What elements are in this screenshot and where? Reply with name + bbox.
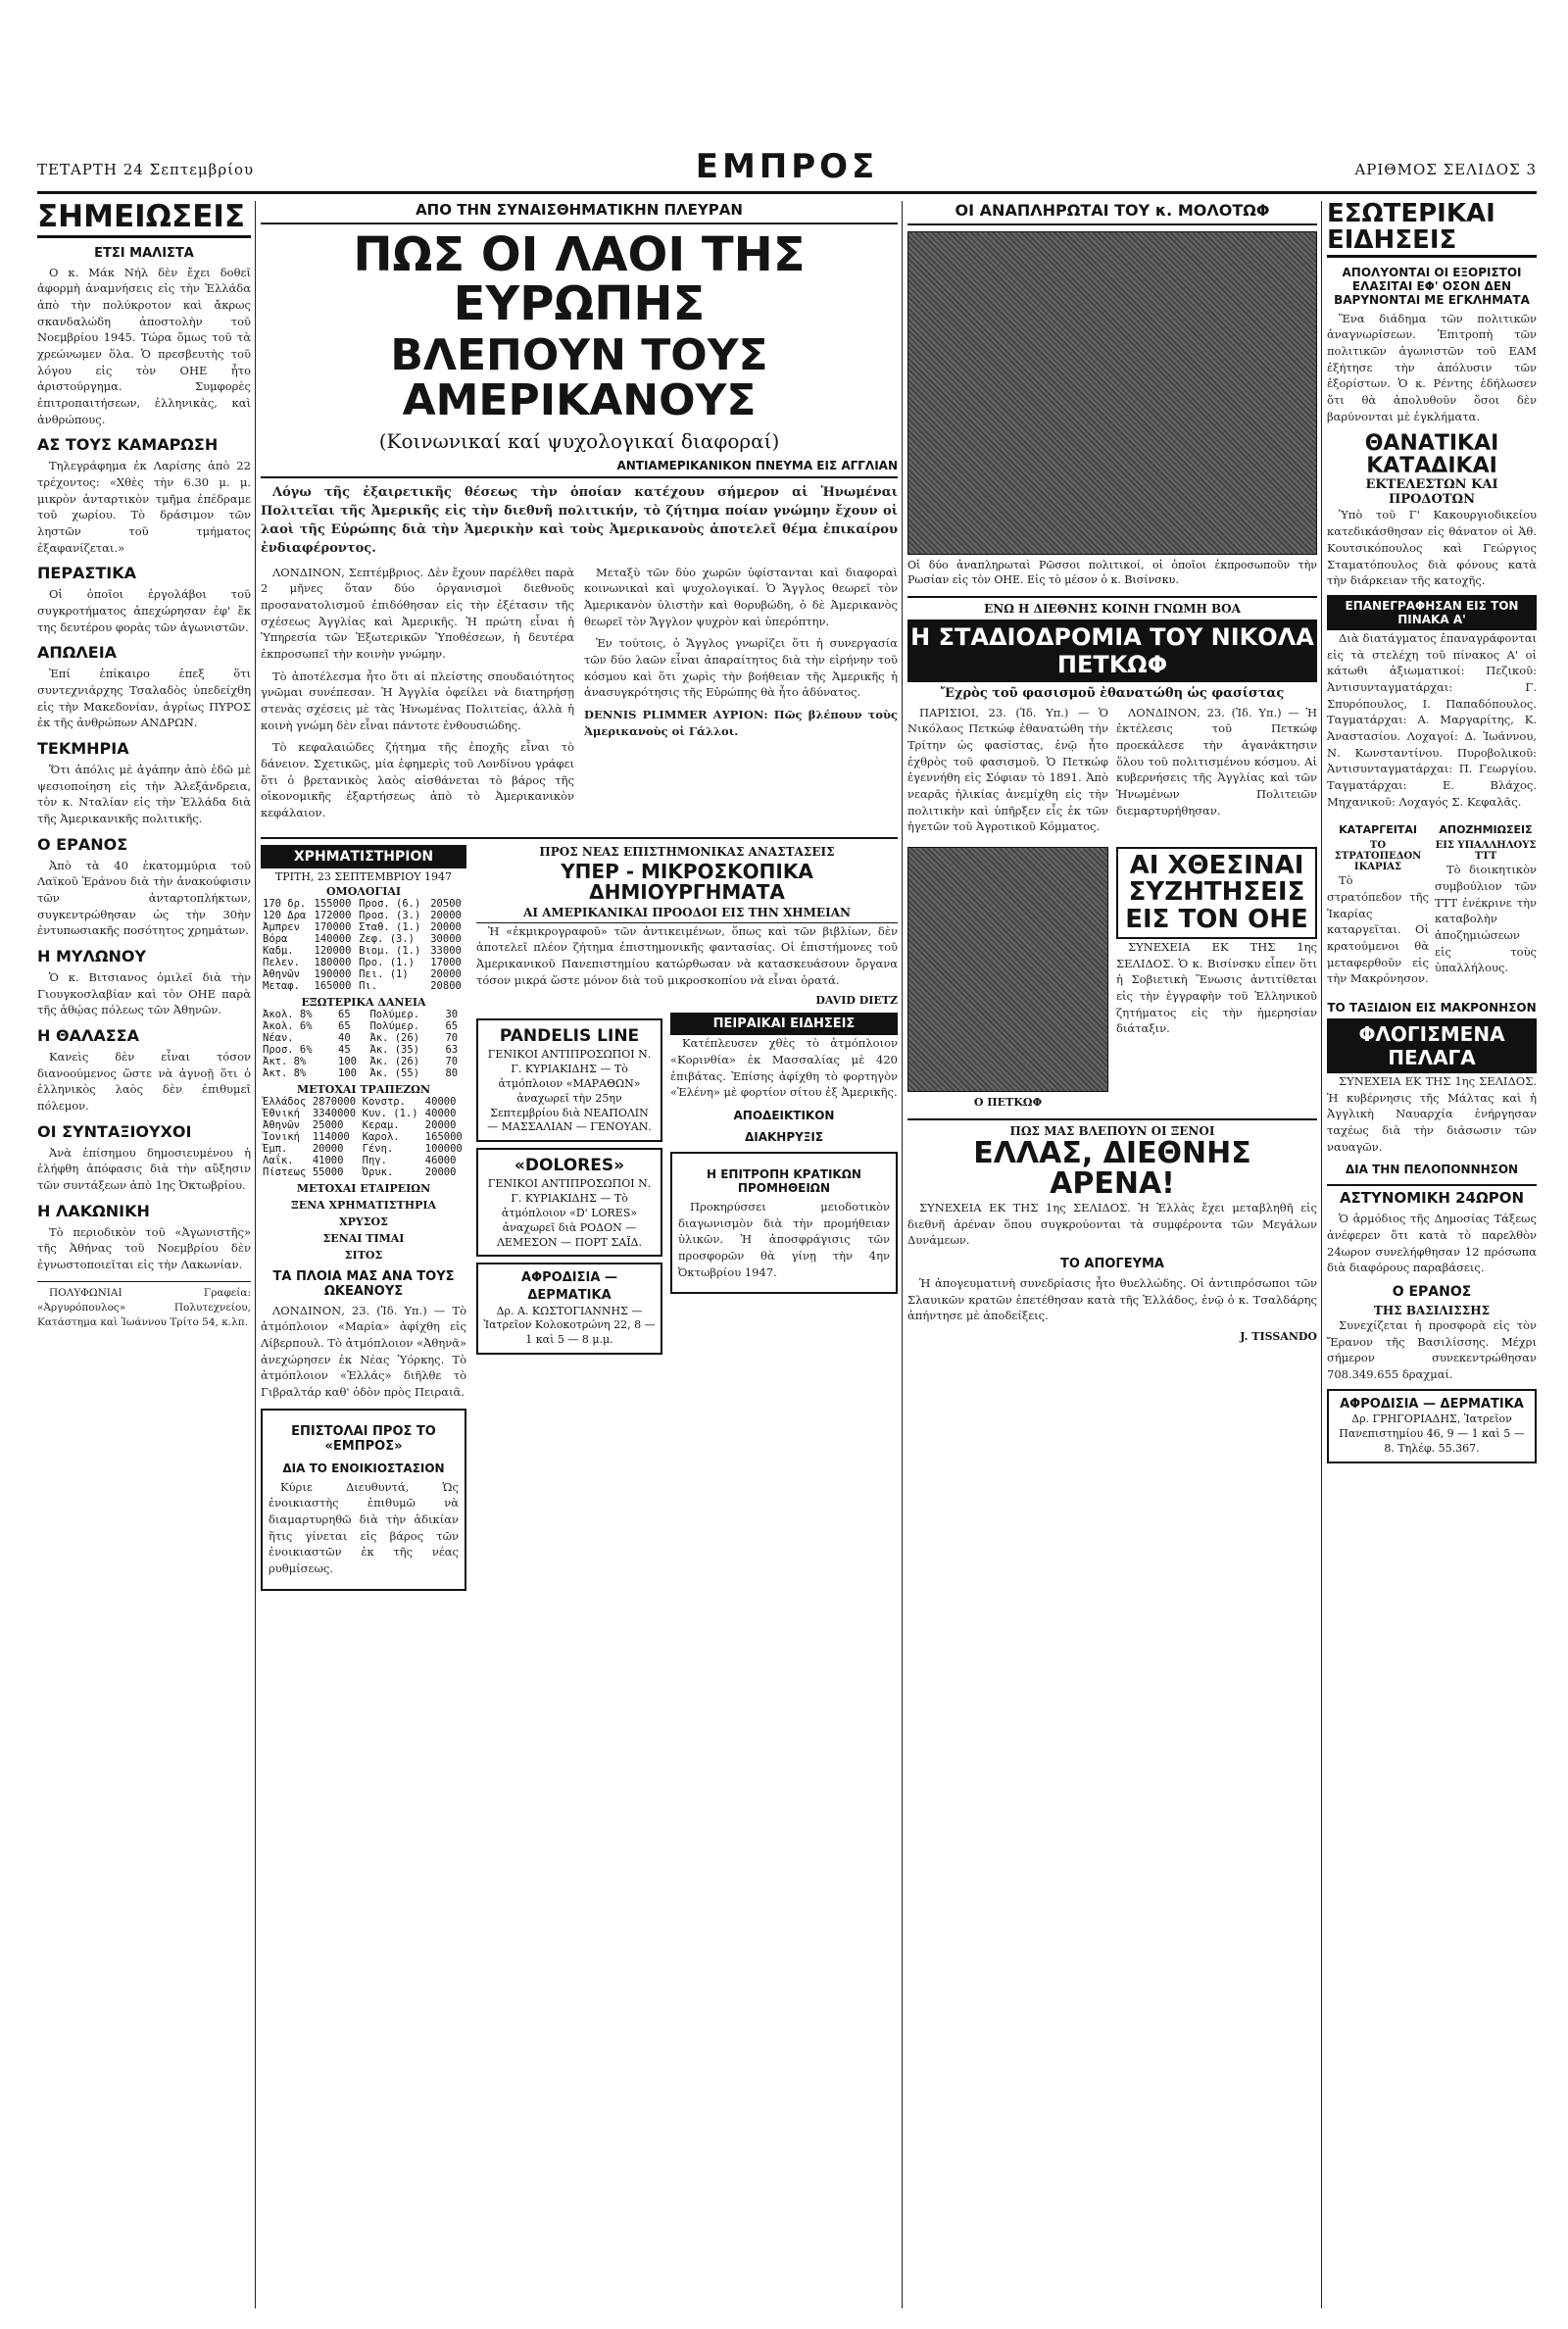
doctor-ad xyxy=(476,1263,662,1355)
table-cell: Πίστεως xyxy=(263,1165,307,1178)
table-cell: Πολύμερ. xyxy=(369,1008,420,1020)
table-cell: Ἀκολ. 6% xyxy=(263,1019,313,1032)
table-cell: Ἀκτ. 8% xyxy=(263,1055,307,1067)
table-cell: Προσ. (6.) xyxy=(359,897,421,910)
un-discussion xyxy=(1116,847,1317,1111)
lower-section xyxy=(261,837,898,1599)
ad-title: «DOLORES» xyxy=(514,1156,625,1176)
table-cell: Κυν. (1.) xyxy=(362,1107,418,1119)
table-row xyxy=(261,1131,466,1143)
table-cell: 2870000 xyxy=(312,1095,357,1108)
table-cell: 17000 xyxy=(430,956,462,968)
table-row xyxy=(261,910,466,921)
section-heading: ΤΟ ΑΠΟΓΕΥΜΑ xyxy=(1059,1256,1164,1271)
table-cell: Πελεν. xyxy=(263,956,300,968)
ad-text: Δρ. Α. ΚΩΣΤΟΓΙΑΝΝΗΣ — Ἰατρεῖον Κολοκοτρώνη 22, 8 — 1 καὶ 5 — 8 μ.μ. xyxy=(483,1304,656,1347)
section-subheading: ΕΚΤΕΛΕΣΤΩΝ ΚΑΙ ΠΡΟΔΟΤΩΝ xyxy=(1365,477,1498,508)
article-body: Διὰ διατάγματος ἐπαναγράφονται εἰς τὰ στελέχη τοῦ πίνακος Α' οἱ κάτωθι ἀξιωματικοί: Πεζικοῦ: Ἀντισυνταγματάρχαι: Γ. Σπυρόπουλος, Ι. Παπαδόπουλος. Ταγματάρχαι: Α. Μαργαρίτης, Κ. Ἀναστασίου. Λοχαγοί: Δ. Ἰωάννου, Ν. Κωνσταντίνου. Πυροβολικοῦ: Ἀντισυνταγματάρχαι: Π. Γεωργίου. Ταγματάρχαι: Ε. Βλάχος. Μηχανικοῦ: Λοχαγός Σ. Κεφαλᾶς. xyxy=(1327,630,1537,809)
article-body: Ἐπί ἐπίκαιρο ἐπεξ ὅτι συντεχνιάρχης Τσαλαδὸς ὑπεδείχθη εἰς τὴν Μακεδονίαν, ἀγρίως ΠΥΡΟΣ ἐκ τῆς ἀνθρώπων ΑΝΔΡΩΝ. xyxy=(37,667,251,730)
table-cell: Ζεφ. (3.) xyxy=(359,932,416,945)
section-heading: ΔΙΑ ΤΗΝ ΠΕΛΟΠΟΝΝΗΣΟΝ xyxy=(1345,1163,1519,1177)
table-cell: 155000 xyxy=(314,897,352,910)
article-body: ΣΥΝΕΧΕΙΑ ΕΚ ΤΗΣ 1ης ΣΕΛΙΔΟΣ. Ὁ κ. Βισίνσκυ εἶπεν ὅτι ἡ Σοβιετικὴ Ἕνωσις ἀντιτίθεται εἰς τὴν ἐγγραφὴν τοῦ Ἑλληνικοῦ ζητήματος εἰς τὴν ἡμερησίαν διάταξιν. xyxy=(1116,939,1317,1036)
column-rule xyxy=(255,201,256,2308)
table-cell: Ἐθνική xyxy=(263,1107,300,1119)
section-subheading: ΤΗΣ ΒΑΣΙΛΙΣΣΗΣ xyxy=(1373,1303,1491,1317)
article-body: Ὁ ἀρμόδιος τῆς Δημοσίας Τάξεως ἀνέφερεν ὅτι κατὰ τὸ παρελθὸν 24ωρον συνελήφθησαν 12 πρόσωπα διὰ διαφόρους παραβάσεις. xyxy=(1327,1212,1537,1275)
article-body: Ἕνα διάδημα τῶν πολιτικῶν ἀναγνωρίσεων. Ἐπιτροπὴ τῶν πολιτικῶν ἀγωνιστῶν τοῦ ΕΑΜ ἐξήτησε τὴν ἀπόλυσιν τῶν ἐξορίστων. Ὁ κ. Ρέντης ἐδήλωσεν ὅτι θὰ ἀπολυθοῦν ὅσοι δὲν βαρύνονται μὲ ἐγκλήματα. xyxy=(1327,311,1537,423)
table-cell: Νέαν. xyxy=(263,1031,294,1044)
article-body: Οἱ ὁποῖοι ἐργολάβοι τοῦ συγκροτήματος ἀπεχώρησαν ἐφ' ἔκ της δευτέρου φορὰς τῶν ἀγωνιστῶν. xyxy=(37,587,251,634)
article-body: Ἀνὰ ἐπίσημου δημοσιευμένου ἡ ἐλήφθη ἀπόφασις διὰ τὴν αὔξησιν τῶν συντάξεων ἀπὸ 1ης Ὀκτωβρίου. xyxy=(37,1145,251,1193)
petkov-banner: Η ΣΤΑΔΙΟΔΡΟΜΙΑ ΤΟΥ ΝΙΚΟΛΑ ΠΕΤΚΩΦ xyxy=(907,619,1317,682)
table-cell: 20000 xyxy=(312,1142,344,1155)
table-cell: 20000 xyxy=(430,909,462,921)
market-date: ΤΡΙΤΗ, 23 ΣΕΠΤΕΜΒΡΙΟΥ 1947 xyxy=(274,869,453,883)
byline: DENNIS PLIMMER ΑΥΡΙΟΝ: Πῶς βλέπουν τοὺς Ἀμερικανοὺς οἱ Γάλλοι. xyxy=(584,707,898,738)
newspaper-title: ΕΜΠΡΟΣ xyxy=(695,147,879,186)
table-cell: 20000 xyxy=(424,1165,457,1178)
piraeus-news xyxy=(670,1013,898,1361)
table-row xyxy=(261,1119,466,1131)
article-body: Συνεχίζεται ἡ προσφορὰ εἰς τὸν Ἔρανον τῆς Βασιλίσσης. Μέχρι σήμερον συνεκεντρώθησαν 708.349.655 δραχμαί. xyxy=(1327,1317,1537,1381)
table-cell: 20000 xyxy=(424,1118,457,1131)
table-row xyxy=(261,1096,466,1108)
table-cell: Ἀκολ. 8% xyxy=(263,1008,313,1020)
table-cell: Ἀκ. (55) xyxy=(369,1066,420,1079)
article-body: ΛΟΝΔΙΝΟΝ, 23. (Ἰδ. Υπ.) — Ἡ ἐκτέλεσις τοῦ Πετκώφ προεκάλεσε τὴν ἀγανάκτησιν ὅλου τοῦ πολιτισμένου κόσμου. Αἱ κυβερνήσεις τῆς Ἀγγλίας καὶ τῶν Ἡνωμένων Πολιτειῶν διεμαρτυρήθησαν. xyxy=(1116,705,1317,818)
table-cell: Προσ. (3.) xyxy=(359,909,421,921)
piraeus-title: ΠΕΙΡΑΙΚΑΙ ΕΙΔΗΣΕΙΣ xyxy=(670,1013,898,1035)
science-title: ΥΠΕΡ - ΜΙΚΡΟΣΚΟΠΙΚΑ ΔΗΜΙΟΥΡΓΗΜΑΤΑ xyxy=(561,859,813,904)
notes-title: ΣΗΜΕΙΩΣΕΙΣ xyxy=(37,201,251,238)
news-item xyxy=(1327,816,1429,993)
byline: DAVID DIETZ xyxy=(815,994,898,1008)
table-row xyxy=(261,933,466,945)
ad-title: ΑΦΡΟΔΙΣΙΑ — ΔΕΡΜΑΤΙΚΑ xyxy=(521,1270,617,1303)
table-cell: 180000 xyxy=(314,956,352,968)
table-cell: Βόρα xyxy=(263,932,288,945)
table-cell: 30000 xyxy=(430,932,462,945)
table-cell: 80 xyxy=(445,1066,459,1079)
table-cell: Ἀθηνῶν xyxy=(263,967,300,980)
table-cell: 33000 xyxy=(430,944,462,957)
ad-title: PANDELIS LINE xyxy=(499,1026,640,1047)
column-rule xyxy=(1321,201,1322,2308)
table-cell: 165000 xyxy=(314,979,352,992)
letters-heading: ΔΙΑ ΤΟ ΕΝΟΙΚΙΟΣΤΑΣΙΟΝ xyxy=(282,1461,445,1475)
section-subheading: ΕΙΣ ΥΠΑΛΛΗΛΟΥΣ ΤΤΤ xyxy=(1435,840,1537,863)
table-row xyxy=(261,957,466,968)
table-row xyxy=(261,980,466,992)
molotov-column xyxy=(907,201,1317,2308)
table-row xyxy=(261,1056,466,1067)
table-cell: Ἀκ. (26) xyxy=(369,1031,420,1044)
market-subsection: ΣΕΝΑΙ ΤΙΜΑΙ xyxy=(322,1231,405,1245)
notice-heading: ΔΙΑΚΗΡΥΞΙΣ xyxy=(744,1129,824,1144)
issue-date: ΤΕΤΑΡΤΗ 24 Σεπτεμβρίου xyxy=(37,161,255,178)
table-cell: 120 Δρα xyxy=(263,909,307,921)
market-table xyxy=(261,1009,466,1079)
photo-caption: Ο ΠΕΤΚΩΦ xyxy=(973,1096,1043,1110)
article-body: Ὁ κ. Βιτσιανος ὁμιλεῖ διὰ τὴν Γιουγκοσλαβίαν καὶ τὸν ΟΗΕ παρὰ τῆς ἀθῴας πόλεως τῶν Ἀθηνῶν. xyxy=(37,970,251,1017)
table-cell: Καρολ. xyxy=(362,1130,400,1143)
domestic-news-column xyxy=(1327,201,1537,2308)
section-heading: ΠΕΡΑΣΤΙΚΑ xyxy=(37,564,137,583)
petkov-article xyxy=(907,705,1317,841)
table-cell: 25000 xyxy=(312,1118,344,1131)
table-cell: 100 xyxy=(338,1055,357,1067)
petkov-photo xyxy=(907,847,1108,1092)
section-heading: Η ΛΑΚΩΝΙΚΗ xyxy=(37,1201,150,1220)
shipping-ad xyxy=(476,1148,662,1257)
table-cell: Ἀμπρεν xyxy=(263,920,300,933)
table-cell: 40000 xyxy=(424,1107,457,1119)
section-heading: ΑΠΩΛΕΙΑ xyxy=(37,643,118,663)
market-table xyxy=(261,898,466,992)
table-cell: 190000 xyxy=(314,967,352,980)
table-cell: Βιομ. (1.) xyxy=(359,944,421,957)
table-cell: 170000 xyxy=(314,920,352,933)
table-cell: 100000 xyxy=(424,1142,463,1155)
un-headline: ΑΙ ΧΘΕΣΙΝΑΙ ΣΥΖΗΤΗΣΕΙΣ ΕΙΣ ΤΟΝ ΟΗΕ xyxy=(1116,847,1317,939)
table-cell: Σταθ. (1.) xyxy=(359,920,421,933)
section-heading: ΑΠΟΖΗΜΙΩΣΕΙΣ xyxy=(1439,823,1533,837)
table-cell: 41000 xyxy=(312,1154,344,1166)
section-subheading: ΤΟ ΣΤΡΑΤΟΠΕΔΟΝ ΙΚΑΡΙΑΣ xyxy=(1334,840,1422,873)
science-subtitle: ΑΙ ΑΜΕΡΙΚΑΝΙΚΑΙ ΠΡΟΟΔΟΙ ΕΙΣ ΤΗΝ ΧΗΜΕΙΑΝ xyxy=(476,906,898,923)
table-cell: Ἀκ. (35) xyxy=(369,1043,420,1056)
table-cell: 40 xyxy=(338,1031,351,1044)
market-title: ΧΡΗΜΑΤΙΣΤΗΡΙΟΝ xyxy=(261,845,466,868)
section-kicker: ΠΩΣ ΜΑΣ ΒΛΕΠΟΥΝ ΟΙ ΞΕΝΟΙ xyxy=(907,1118,1317,1138)
photo-wrapper xyxy=(907,847,1108,1111)
article-body: Ἀπὸ τὰ 40 ἑκατομμύρια τοῦ Λαϊκοῦ Ἐράνου διὰ τὴν ἀνακούφισιν τῶν ἀνταρτοπλήκτων, συγκεντρώθησαν ὡς τὴν 30ὴν ἐντυπωσιακῆς ποσότητος χρημάτων. xyxy=(37,858,251,938)
stock-market-section xyxy=(261,845,466,1599)
article-body: Ἡ ἀπογευματινὴ συνεδρίασις ἦτο θυελλώδης. Οἱ ἀντιπρόσωποι τῶν Σλαυικῶν κρατῶν ἐπετέθησαν κατὰ τῆς Ἑλλάδος, ἐνῷ ὁ κ. Τσαλδάρης ἀπήντησε μὲ ἀποδείξεις. xyxy=(907,1275,1317,1323)
table-row xyxy=(261,945,466,957)
article-body: Τὸ διοικητικὸν συμβούλιον τῶν ΤΤΤ ἐνέκρινε τὴν καταβολὴν ἀποζημιώσεων εἰς τοὺς ὑπαλλήλους. xyxy=(1435,863,1537,975)
article-body: Τὸ περιοδικὸν τοῦ «Ἀγωνιστῆς» τῆς Ἀθήνας τοῦ Νοεμβρίου δὲν ἐγνωστοποιεῖται εἰς τὴν Λακωνίαν. xyxy=(37,1224,251,1272)
section-heading: ΚΑΤΑΡΓΕΙΤΑΙ xyxy=(1339,823,1417,837)
page-number: ΑΡΙΘΜΟΣ ΣΕΛΙΔΟΣ 3 xyxy=(1354,161,1537,178)
table-cell: 100 xyxy=(338,1066,357,1079)
feature-headline: ΠΩΣ ΟΙ ΛΑΟΙ ΤΗΣ ΕΥΡΩΠΗΣ xyxy=(353,227,806,332)
market-subsection: ΞΕΝΑ ΧΡΗΜΑΤΙΣΤΗΡΙΑ xyxy=(290,1198,437,1212)
section-heading: Ο ΕΡΑΝΟΣ xyxy=(37,834,128,854)
section-heading: Η ΘΑΛΑΣΣΑ xyxy=(37,1026,139,1046)
table-cell: 63 xyxy=(445,1043,459,1056)
shipping-ad xyxy=(476,1018,662,1142)
byline: J. TISSANDO xyxy=(1240,1329,1317,1343)
section-kicker: ΕΝΩ Η ΔΙΕΘΝΗΣ ΚΟΙΝΗ ΓΝΩΜΗ ΒΟΑ xyxy=(907,596,1317,616)
article-body: Ἡ «ἐκμικρογραφοῦ» τῶν ἀντικειμένων, ὅπως καὶ τῶν βιβλίων, δὲν ἀποτελεῖ πλέον ζήτημα ἐπιστημονικῆς φαντασίας. Οἱ ἐπιστήμονες τοῦ Ἀμερικανικοῦ Πανεπιστημίου κατώρθωσαν νὰ κατασκευάσουν ὄργανα τόσον μικρά ὥστε μόνον διὰ τοῦ μικροσκοπίου νὰ εἶναι ὁρατά. xyxy=(476,923,898,987)
table-row xyxy=(261,921,466,933)
table-row xyxy=(261,1143,466,1155)
table-row xyxy=(261,1009,466,1020)
feature-headline-2: ΒΛΕΠΟΥΝ ΤΟΥΣ ΑΜΕΡΙΚΑΝΟΥΣ xyxy=(390,329,768,425)
table-cell: Πι. xyxy=(359,979,378,992)
table-cell: Πηγ. xyxy=(362,1154,387,1166)
article-body: ΣΥΝΕΧΕΙΑ ΕΚ ΤΗΣ 1ης ΣΕΛΙΔΟΣ. Ἡ κυβέρνησις τῆς Μάλτας καὶ ἡ Ἀγγλικὴ Ναυαρχία ἐνήργησαν ταχέως διὰ τὴν διάσωσιν τῶν ναυαγῶν. xyxy=(1327,1073,1537,1154)
section-heading: ΑΣΤΥΝΟΜΙΚΗ 24ΩΡΟΝ xyxy=(1327,1184,1537,1207)
section-heading: ΟΙ ΣΥΝΤΑΞΙΟΥΧΟΙ xyxy=(37,1121,192,1141)
table-cell: 65 xyxy=(445,1019,459,1032)
footer-note: ΠΟΛΥΦΩΝΙΑΙ Γραφεία: «Ἀργυρόπουλος» Πολυτεχνείου, Κατάστημα καὶ Ἰωάννου Τρίτο 54, κ.λπ. xyxy=(37,1281,251,1331)
table-cell: Προσ. 6% xyxy=(263,1043,313,1056)
letters-box xyxy=(261,1409,466,1591)
notice-heading: ΑΠΟΔΕΙΚΤΙΚΟΝ xyxy=(733,1108,835,1122)
article-body: ΛΟΝΔΙΝΟΝ, Σεπτέμβριος. Δὲν ἔχουν παρέλθει παρὰ 2 μῆνες ὅταν δύο ὀργανισμοὶ διεθνοῦς προσανατολισμοῦ ἐπιδόθησαν εἰς τὴν ἐξέτασιν τῆς σχέσεως Ἀγγλίας καὶ Ἀμερικῆς. Ἡ πρώτη εἶναι ἡ Ὑπηρεσία τῶν Ἐξωτερικῶν Ὑποθέσεων, ἡ δευτέρα ἐκπροσωπεῖ τὴν κοινὴν γνώμην. Τὸ ἀποτέλεσμα ἦτο ὅτι αἱ πλείστης σπουδαιότητος γνῶμαι συνέπεσαν. Ἡ Ἀγγλία ὀφείλει νὰ διατηρήσῃ στενὰς σχέσεις μὲ τὰς Ἡνωμένας Πολιτείας, ἀλλὰ ἡ κοινὴ γνώμη δὲν εἶναι πάντοτε ἐνθουσιώδης. Τὸ κεφαλαιώδες ζήτημα τῆς ἐποχῆς εἶναι τὸ δάνειον. Σχετικῶς, μία ἐφημερὶς τοῦ Λονδίνου γράφει ὅτι ὁ βρετανικὸς λαὸς αἰσθάνεται τὸ βάρος τῆς οἰκονομικῆς ἐξαρτήσεως ἀπὸ τὸ Ἀμερικανικὸν κεφάλαιον. xyxy=(261,565,574,819)
petkov-photo-block xyxy=(907,847,1317,1111)
section-heading: ΑΣ ΤΟΥΣ ΚΑΜΑΡΩΣΗ xyxy=(37,435,219,455)
science-kicker: ΠΡΟΣ ΝΕΑΣ ΕΠΙΣΤΗΜΟΝΙΚΑΣ ΑΝΑΣΤΑΣΕΙΣ xyxy=(539,844,835,859)
table-cell: 20000 xyxy=(430,967,462,980)
article-body: Προκηρύσσει μειοδοτικὸν διαγωνισμὸν διὰ τὴν προμήθειαν ὑλικῶν. Ἡ ἀποσφράγισις τῶν προσφορῶν θὰ γίνῃ τὴν 4ην Ὀκτωβρίου 1947. xyxy=(678,1199,890,1279)
article-body: ΣΥΝΕΧΕΙΑ ΕΚ ΤΗΣ 1ης ΣΕΛΙΔΟΣ. Ἡ Ἑλλὰς ἔχει μεταβληθῆ εἰς διεθνῆ ἀρέναν ὅπου συγκρούονται τὰ συμφέροντα τῶν Μεγάλων Δυνάμεων. xyxy=(907,1200,1317,1248)
table-cell: 40000 xyxy=(424,1095,457,1108)
section-heading: ΕΠΑΝΕΓΡΑΦΗΣΑΝ ΕΙΣ ΤΟΝ ΠΙΝΑΚΑ Α' xyxy=(1327,595,1537,630)
section-heading: ΦΛΟΓΙΣΜΕΝΑ ΠΕΛΑΓΑ xyxy=(1327,1018,1537,1073)
ads-and-news xyxy=(476,1013,898,1361)
ad-text: Δρ. ΓΡΗΓΟΡΙΑΔΗΣ, Ἰατρεῖον Πανεπιστημίου 46, 9 — 1 καὶ 5 — 8. Τηλέφ. 55.367. xyxy=(1339,1412,1525,1455)
section-heading: ΤΟ ΤΑΞΙΔΙΟΝ ΕΙΣ ΜΑΚΡΟΝΗΣΟΝ xyxy=(1327,1000,1537,1015)
section-subheading: Ἔχρὸς τοῦ φασισμοῦ ἐθανατώθη ὡς φασίστας xyxy=(940,685,1285,701)
section-heading: ΘΑΝΑΤΙΚΑΙ ΚΑΤΑΔΙΚΑΙ xyxy=(1364,431,1499,479)
article-body: ΛΟΝΔΙΝΟΝ, 23. (Ἰδ. Υπ.) — Τὸ ἀτμόπλοιον «Μαρία» ἀφίχθη εἰς Λίβερπουλ. Τὸ ἀτμόπλοιον «Ἀθηνᾶ» ἀνεχώρησεν ἐκ Νέας Ὑόρκης. Τὸ ἀτμόπλοιον «Ἑλλάς» διῆλθε τὸ Γιβραλτάρ καθ' ὁδὸν πρὸς Πειραιᾶ. xyxy=(261,1303,466,1399)
feature-columns xyxy=(261,565,898,827)
article-body: Ὑπὸ τοῦ Γ' Κακουργιοδικείου κατεδικάσθησαν εἰς θάνατον οἱ Ἀθ. Κουτσικόπουλος καὶ Γεώργιος Σταματόπουλος διὰ φόνους κατὰ τὴν διάρκειαν τῆς κατοχῆς. xyxy=(1327,508,1537,588)
greece-headline: ΕΛΛΑΣ, ΔΙΕΘΝΗΣ ΑΡΕΝΑ! xyxy=(973,1135,1251,1202)
section-heading: ΤΕΚΜΗΡΙΑ xyxy=(37,739,129,758)
shipping-heading: ΤΑ ΠΛΟΙΑ ΜΑΣ ΑΝΑ ΤΟΥΣ ΩΚΕΑΝΟΥΣ xyxy=(272,1268,455,1299)
table-cell: 140000 xyxy=(314,932,352,945)
market-subsection: ΕΞΩΤΕΡΙΚΑ ΔΑΝΕΙΑ xyxy=(301,995,426,1009)
table-cell: 45 xyxy=(338,1043,351,1056)
table-cell: 170 δρ. xyxy=(263,897,307,910)
table-row xyxy=(261,1044,466,1056)
table-row xyxy=(261,1155,466,1166)
table-row xyxy=(261,968,466,980)
article-body: Τηλεγράφημα ἐκ Λαρίσης ἀπὸ 22 τρέχοντος: «Χθὲς τὴν 6.30 μ. μ. μικρὸν ἀνταρτικὸν τμῆμα ἐπέδραμε τοῦ χωρίου. Τὸ δράσιμον τῶν ληστῶν τοῦ τμήματος ἐξαφανίζεται.» xyxy=(37,459,251,555)
article-body: Κανεὶς δὲν εἶναι τόσον διανοούμενος ὥστε νὰ ἀγνοῇ ὅτι ὁ ἑλληνικὸς λαὸς δὲν ἐπιθυμεῖ πόλεμον. xyxy=(37,1050,251,1114)
table-cell: Ἀκ. (26) xyxy=(369,1055,420,1067)
section-heading: ΟΙ ΑΝΑΠΛΗΡΩΤΑΙ ΤΟΥ κ. ΜΟΛΟΤΩΦ xyxy=(907,201,1317,225)
table-cell: Ἀθηνῶν xyxy=(263,1118,300,1131)
market-subsection: ΟΜΟΛΟΓΙΑΙ xyxy=(325,884,402,898)
market-subsection: ΧΡΥΣΟΣ xyxy=(339,1214,388,1228)
table-cell: 70 xyxy=(445,1055,459,1067)
ad-text: ΓΕΝΙΚΟΙ ΑΝΤΙΠΡΟΣΩΠΟΙ Ν. Γ. ΚΥΡΙΑΚΙΔΗΣ — Τὸ ἀτμόπλοιον «ΜΑΡΑΘΩΝ» ἀναχωρεῖ τὴν 25ην Σεπτεμβρίου διὰ ΝΕΑΠΟΛΙΝ — ΜΑΣΣΑΛΙΑΝ — ΓΕΝΟΥΑΝ. xyxy=(487,1048,652,1134)
feature-subhead: (Κοινωνικαί καί ψυχολογικαί διαφοραί) xyxy=(378,429,780,454)
table-cell: 30 xyxy=(445,1008,459,1020)
table-row xyxy=(261,898,466,910)
section-heading: Ο ΕΡΑΝΟΣ xyxy=(1392,1283,1472,1300)
article-body: Ὅτι ἀπόλις μὲ ἀγάπην ἀπὸ ἐδῶ μὲ ψεσιοποίηση εἰς τὴν Ἀλεξάνδρεια, τὸν κ. Νταλίαν εἰς τὴν Ἑλλάδα διὰ τῆς Ἀμερικανικῆς πολιτικῆς. xyxy=(37,763,251,826)
table-cell: Ὀρυκ. xyxy=(362,1165,394,1178)
table-cell: Κονστρ. xyxy=(362,1095,406,1108)
table-cell: Ἑλλάδος xyxy=(263,1095,307,1108)
science-section xyxy=(476,845,898,1599)
table-cell: Καδμ. xyxy=(263,944,294,957)
market-subsection: ΣΙΤΟΣ xyxy=(344,1248,383,1262)
notes-column xyxy=(37,201,251,2308)
section-heading: ΑΝΤΙΑΜΕΡΙΚΑΝΙΚΟΝ ΠΝΕΥΜΑ ΕΙΣ ΑΓΓΛΙΑΝ xyxy=(261,459,898,478)
table-cell: Ἀκτ. 8% xyxy=(263,1066,307,1079)
table-cell: 20800 xyxy=(430,979,462,992)
committee-notice xyxy=(670,1152,898,1294)
table-cell: 20000 xyxy=(430,920,462,933)
table-cell: Γένη. xyxy=(362,1142,394,1155)
table-row xyxy=(261,1166,466,1178)
doctor-ad xyxy=(1327,1389,1537,1463)
table-cell: Ἱονική xyxy=(263,1130,300,1143)
committee-title: Η ΕΠΙΤΡΟΠΗ ΚΡΑΤΙΚΩΝ ΠΡΟΜΗΘΕΙΩΝ xyxy=(707,1166,861,1195)
article-body: Τὸ στρατόπεδον τῆς Ἰκαρίας καταργεῖται. Οἱ κρατούμενοι θὰ μεταφερθοῦν εἰς τὴν Μακρόνησον. xyxy=(1327,873,1429,986)
section-heading: ΑΠΟΛΥΟΝΤΑΙ ΟΙ ΕΞΟΡΙΣΤΟΙ ΕΛΑΣΙΤΑΙ ΕΦ' ΟΣΟΝ ΔΕΝ ΒΑΡΥΝΟΝΤΑΙ ΜΕ ΕΓΚΛΗΜΑΤΑ xyxy=(1334,265,1530,307)
table-cell: 70 xyxy=(445,1031,459,1044)
ad-title: ΑΦΡΟΔΙΣΙΑ — ΔΕΡΜΑΤΙΚΑ xyxy=(1340,1396,1524,1412)
section-heading: ΕΤΣΙ ΜΑΛΙΣΤΑ xyxy=(94,245,194,261)
article-body: Κύριε Διευθυντά, Ὡς ἐνοικιαστὴς ἐπιθυμῶ νὰ διαμαρτυρηθῶ διὰ τὴν ἀδικίαν ἥτις γίνεται εἰς βάρος τῶν ἐνοικιαστῶν ἐκ τῆς νέας ρυθμίσεως. xyxy=(269,1479,459,1575)
market-table xyxy=(261,1096,466,1178)
table-cell: 20500 xyxy=(430,897,462,910)
table-cell: Πει. (1) xyxy=(359,967,409,980)
table-cell: Ἐμπ. xyxy=(263,1142,288,1155)
table-cell: 65 xyxy=(338,1019,351,1032)
feature-lead: Λόγω τῆς ἐξαιρετικῆς θέσεως τὴν ὁποίαν κατέχουν σήμερον αἱ Ἡνωμέναι Πολιτεῖαι τῆς Ἀμερικῆς εἰς τὴν διεθνῆ πολιτικήν, τὸ ζήτημα ποίαν γνώμην ἔχουν οἱ λαοὶ τῆς Εὐρώπης διὰ τὴν Ἀμερικὴν καὶ τοὺς Ἀμερικανοὺς ἀποτελεῖ θέμα ἐπικαίρου ἐνδιαφέροντος. xyxy=(261,485,898,556)
news-photo xyxy=(907,231,1317,555)
article-body: ΠΑΡΙΣΙΟΙ, 23. (Ἰδ. Υπ.) — Ὁ Νικόλαος Πετκώφ ἐθανατώθη τὴν Τρίτην ὡς φασίστας, ἐνῷ ἦτο ἐχθρὸς τοῦ φασισμοῦ. Ὁ Πετκώφ ἐγεννήθη εἰς Σόφιαν τὸ 1891. Ἀπὸ νεαρᾶς ἡλικίας ἀνεμίχθη εἰς τὴν πολιτικὴν καὶ ὑπῆρξεν εἷς ἐκ τῶν ἡγετῶν τοῦ Ἀγροτικοῦ Κόμματος. xyxy=(907,705,1108,834)
column-rule xyxy=(902,201,903,2308)
ads-column xyxy=(476,1013,662,1361)
table-row xyxy=(261,1020,466,1032)
main-feature-column xyxy=(261,201,898,2308)
table-cell: Πολύμερ. xyxy=(369,1019,420,1032)
table-cell: Κεραμ. xyxy=(362,1118,400,1131)
table-cell: Μεταφ. xyxy=(263,979,300,992)
section-heading: Η ΜΥΛΩΝΟΥ xyxy=(37,947,147,966)
masthead xyxy=(37,147,1537,194)
article-body: Ο κ. Μάκ Νήλ δὲν ἔχει δοθεῖ ἀφορμὴ ἀναμνήσεις εἰς τὴν Ἑλλάδα ἀπὸ τὴν πολύκροτον καὶ ἄκρως σκανδαλώδη ἀποστολὴν τοῦ Νοεμβρίου 1945. Τώρα ὅμως τοῦ τὰ χρεώνωμεν ὅλα. Ὁ πρεσβευτὴς τοῦ λόγου εἰς τὸν ΟΗΕ ἦτο ἀριστούργημα. Συμφορὲς ἐπιτροπαιτήσεων, ἐλληνικὰς, καὶ ἀνθρώπους. xyxy=(37,265,251,426)
table-cell: 114000 xyxy=(312,1130,350,1143)
letters-title: ΕΠΙΣΤΟΛΑΙ ΠΡΟΣ ΤΟ «ΕΜΠΡΟΣ» xyxy=(291,1423,436,1454)
feature-kicker: ΑΠΟ ΤΗΝ ΣΥΝΑΙΣΘΗΜΑΤΙΚΗΝ ΠΛΕΥΡΑΝ xyxy=(261,201,898,224)
market-subsection: ΜΕΤΟΧΑΙ ΤΡΑΠΕΖΩΝ xyxy=(296,1082,430,1096)
table-cell: Προ. (1.) xyxy=(359,956,416,968)
domestic-title: ΕΣΩΤΕΡΙΚΑΙ ΕΙΔΗΣΕΙΣ xyxy=(1327,201,1537,258)
ad-text: ΓΕΝΙΚΟΙ ΑΝΤΙΠΡΟΣΩΠΟΙ Ν. Γ. ΚΥΡΙΑΚΙΔΗΣ — Τὸ ἀτμόπλοιον «D' LORES» ἀναχωρεῖ διὰ ΡΟΔΟΝ — ΛΕΜΕΣΟΝ — ΠΟΡΤ ΣΑΪΔ. xyxy=(487,1177,652,1249)
table-cell: 65 xyxy=(338,1008,351,1020)
table-row xyxy=(261,1032,466,1044)
table-cell: 46000 xyxy=(424,1154,457,1166)
table-cell: 165000 xyxy=(424,1130,463,1143)
short-news xyxy=(1327,816,1537,993)
table-row xyxy=(261,1067,466,1079)
table-cell: 3340000 xyxy=(312,1107,357,1119)
table-cell: 172000 xyxy=(314,909,352,921)
photo-caption: Οἱ δύο ἀναπληρωταὶ Ρῶσσοι πολιτικοί, οἱ ὁποῖοι ἐκπροσωποῦν τὴν Ρωσίαν εἰς τὸν ΟΗΕ. Εἰς τὸ μέσον ὁ κ. Βισίνσκυ. xyxy=(907,559,1317,586)
article-body: Κατέπλευσεν χθὲς τὸ ἀτμόπλοιον «Κορινθία» ἐκ Μασσαλίας μὲ 420 ἐπιβάτας. Ἐπίσης ἀφίχθη τὸ φορτηγὸν «Ἑλένη» μὲ φορτίον σίτου ἐξ Ἀμερικῆς. xyxy=(670,1036,898,1100)
table-row xyxy=(261,1108,466,1119)
news-item xyxy=(1435,816,1537,993)
table-cell: 55000 xyxy=(312,1165,344,1178)
market-subsection: ΜΕΤΟΧΑΙ ΕΤΑΙΡΕΙΩΝ xyxy=(296,1181,431,1195)
table-cell: 120000 xyxy=(314,944,352,957)
article-body: Μεταξὺ τῶν δύο χωρῶν ὑφίστανται καὶ διαφοραὶ κοινωνικαὶ καὶ ψυχολογικαί. Ὁ Ἄγγλος θεωρεῖ τὸν Ἀμερικανὸν ὑλιστὴν καὶ θορυβώδη, ὁ δὲ Ἀμερικανὸς θεωρεῖ τὸν Ἄγγλον ψυχρὸν καὶ ὑπερόπτην. Ἐν τούτοις, ὁ Ἄγγλος γνωρίζει ὅτι ἡ συνεργασία τῶν δύο λαῶν εἶναι ἀπαραίτητος διὰ τὴν εἰρήνην τοῦ κόσμου καὶ ὅτι χωρὶς τὴν βοήθειαν τῆς Ἀμερικῆς ἡ ἀνασυγκρότησις τῆς Εὐρώπης θὰ ἦτο ἀδύνατος. DENNIS PLIMMER ΑΥΡΙΟΝ: Πῶς βλέπουν τοὺς Ἀμερικανοὺς οἱ Γάλλοι. xyxy=(584,565,898,738)
table-cell: Λαΐκ. xyxy=(263,1154,294,1166)
